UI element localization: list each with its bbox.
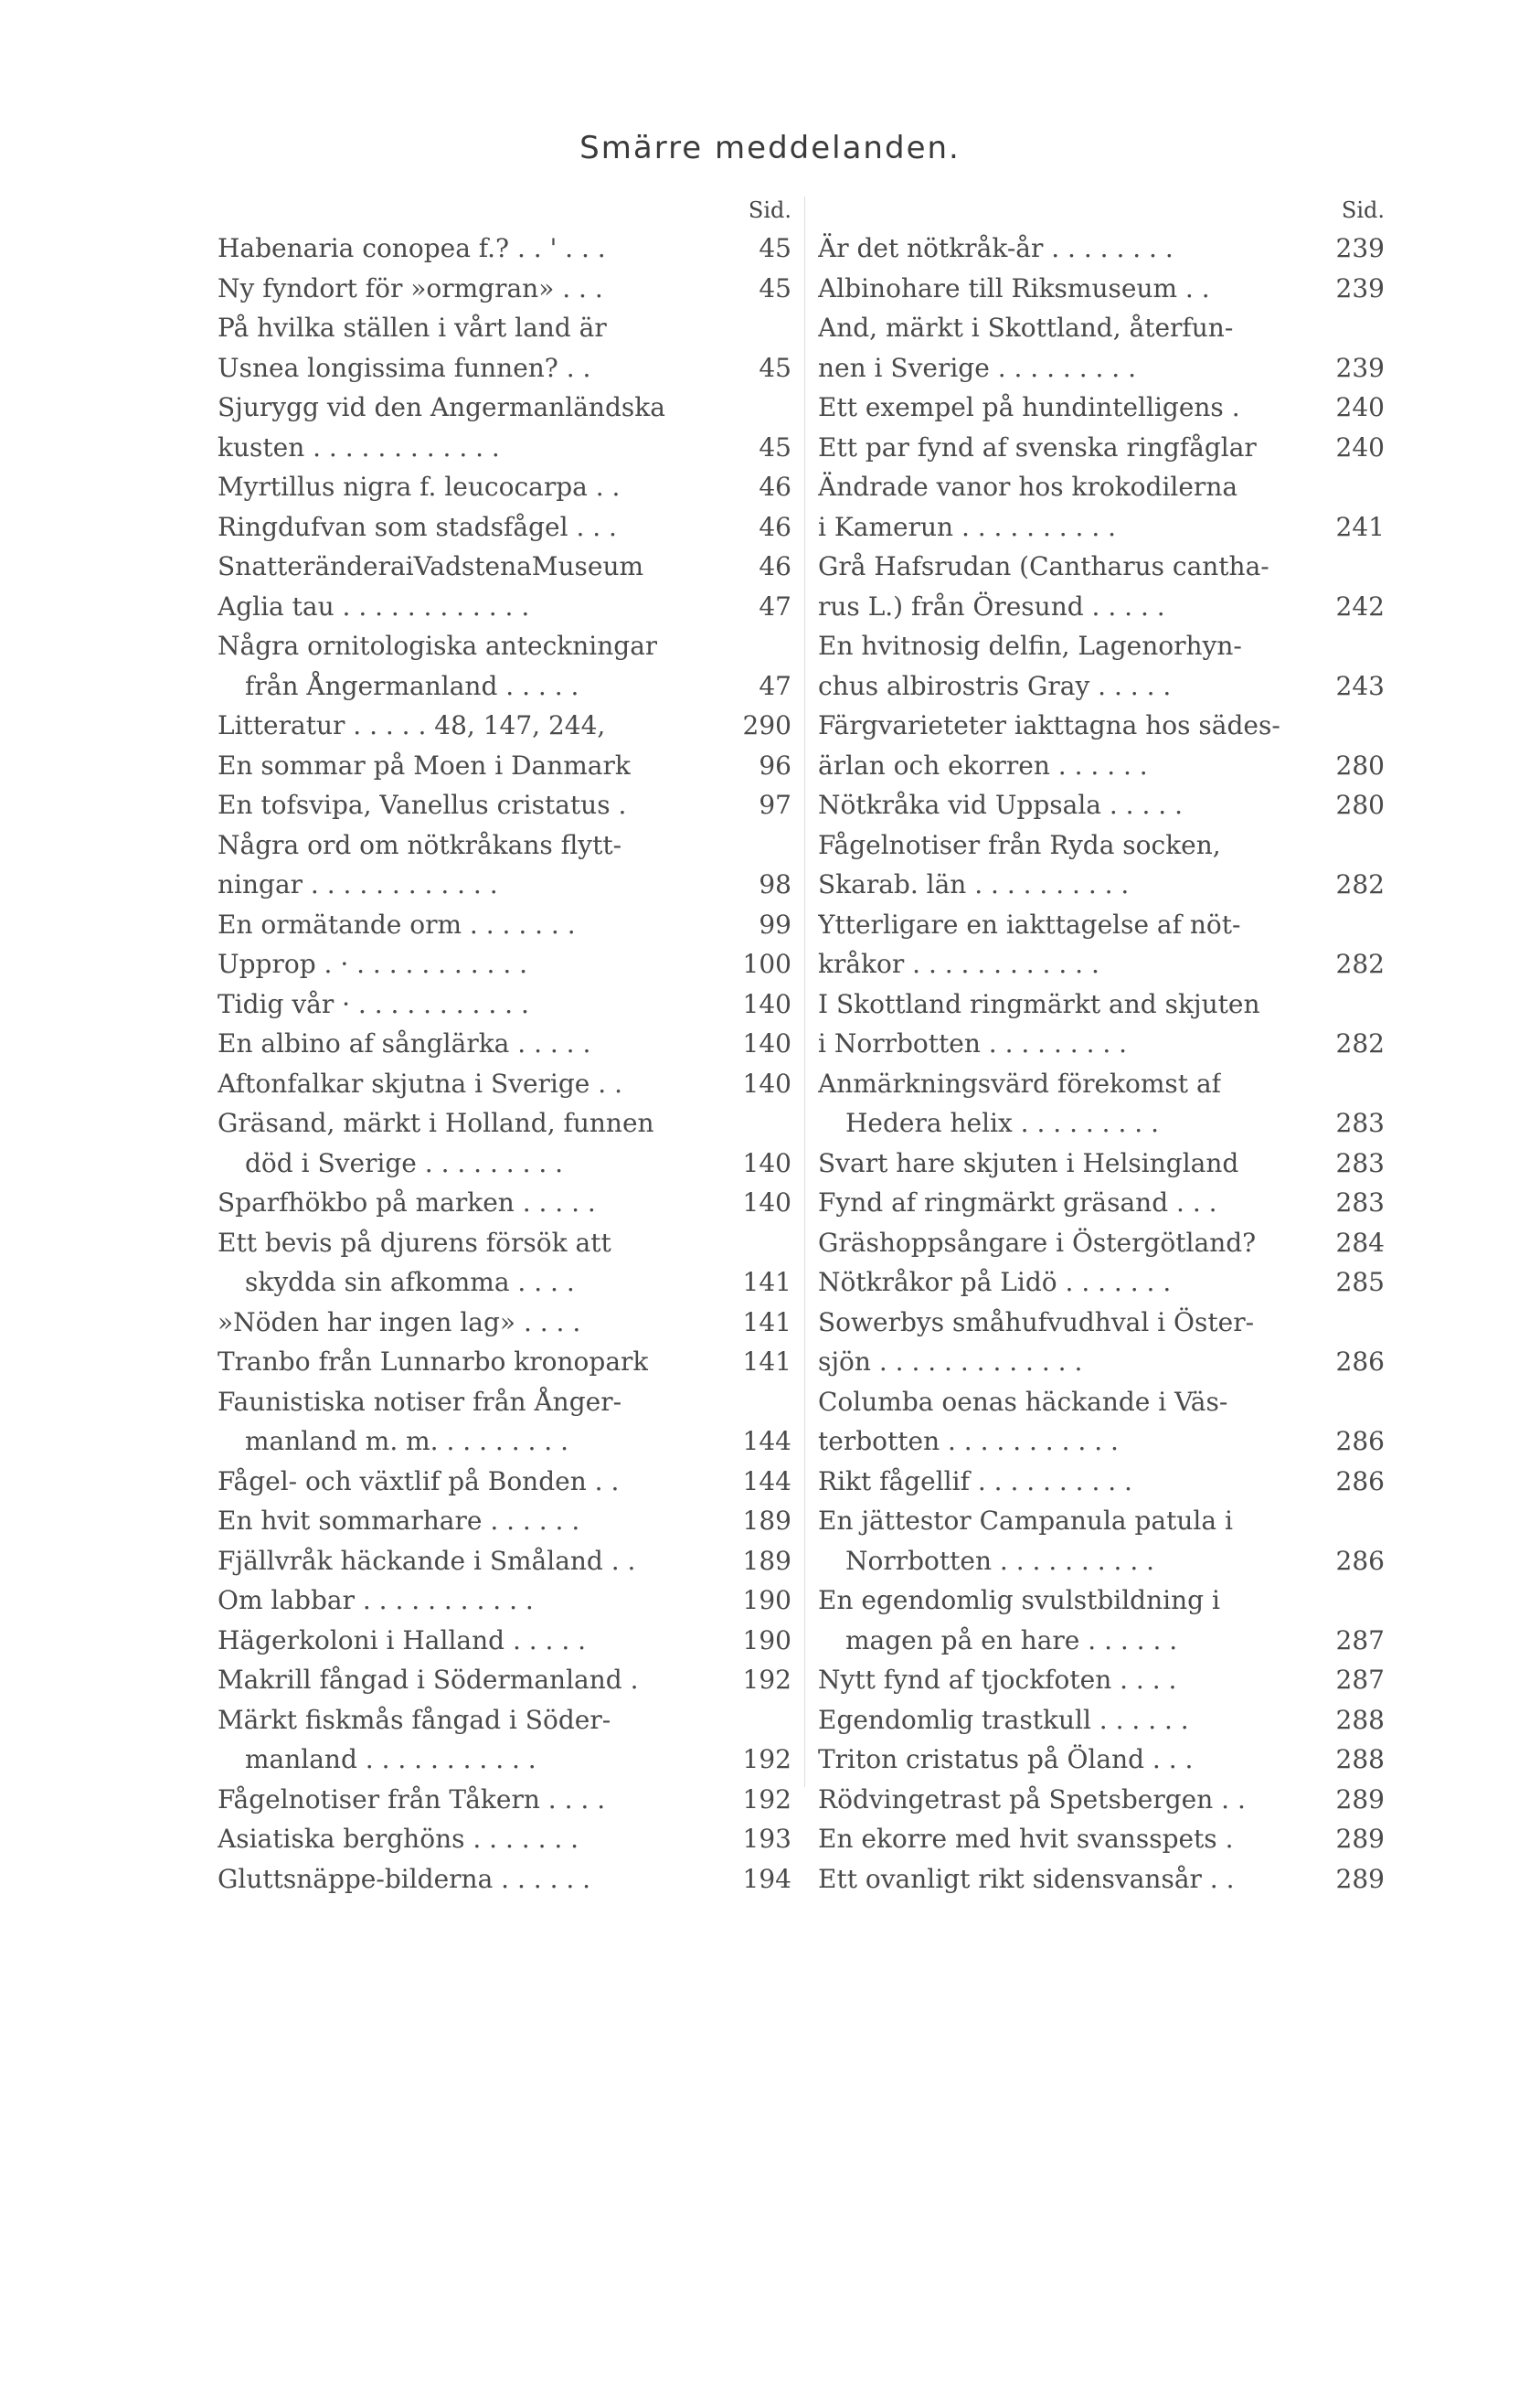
index-entry [818, 1064, 1385, 1104]
entry-title: ärlan och ekorren . . . . . . [818, 750, 1148, 781]
index-entry [218, 388, 791, 428]
entry-page-number: 243 [1335, 670, 1385, 701]
entry-page-number: 285 [1335, 1267, 1385, 1297]
entry-title: död i Sverige . . . . . . . . . [245, 1147, 564, 1178]
entry-title: En albino af sånglärka . . . . . [218, 1028, 591, 1059]
entry-title: Nötkråka vid Uppsala . . . . . [818, 790, 1183, 820]
entry-title: Märkt fiskmås fångad i Söder- [218, 1704, 611, 1735]
index-entry [218, 507, 791, 548]
index-entry [818, 507, 1385, 548]
entry-page-number [737, 626, 791, 666]
index-entry [218, 1024, 791, 1064]
index-entry [218, 984, 791, 1025]
entry-page-number: 96 [759, 750, 791, 781]
entry-title: Fågelnotiser från Tåkern . . . . [218, 1783, 606, 1815]
entry-page-number [737, 825, 791, 866]
index-entry [818, 865, 1385, 905]
entry-title: På hvilka ställen i vårt land är [218, 313, 607, 343]
index-entry [818, 348, 1385, 388]
entry-title: Gräshoppsångare i Östergötland? [818, 1227, 1257, 1258]
entry-title: Litteratur . . . . . 48, 147, 244, [218, 710, 606, 740]
entry-page-number: 283 [1335, 1187, 1385, 1218]
index-entry [218, 1660, 791, 1700]
entry-page-number: 239 [1335, 272, 1385, 303]
entry-title: manland m. m. . . . . . . . . [245, 1426, 568, 1456]
entry-page-number: 140 [742, 1147, 791, 1178]
page-number-header: Sid. [748, 197, 791, 223]
index-entry [818, 984, 1385, 1025]
entry-page-number: 286 [1335, 1465, 1385, 1496]
entry-page-number: 288 [1335, 1744, 1385, 1774]
entry-title: Makrill fångad i Södermanland . [218, 1665, 639, 1695]
index-entry [818, 1780, 1385, 1820]
index-entry [218, 825, 791, 866]
entry-page-number: 280 [1335, 790, 1385, 820]
entry-title: Faunistiska notiser från Ånger- [218, 1386, 622, 1417]
entry-page-number: 286 [1335, 1346, 1385, 1377]
entry-page-number [737, 308, 791, 348]
index-entry [818, 1144, 1385, 1184]
entry-page-number: 287 [1335, 1665, 1385, 1695]
entry-page-number: 289 [1335, 1863, 1385, 1894]
index-entry [218, 626, 791, 666]
entry-title: En ormätande orm . . . . . . . [218, 909, 576, 940]
index-entry [218, 1144, 791, 1184]
entry-title: Ett par fynd af svenska ringfåglar [818, 431, 1257, 463]
entry-page-number [1330, 825, 1385, 866]
index-entry [818, 1580, 1385, 1621]
entry-title: terbotten . . . . . . . . . . . [818, 1426, 1119, 1456]
entry-title: Fågelnotiser från Ryda socken, [818, 829, 1221, 860]
entry-title: Sowerbys småhufvudhval i Öster- [818, 1306, 1255, 1337]
index-entry [218, 348, 791, 388]
entry-title: Anmärkningsvärd förekomst af [818, 1068, 1222, 1099]
index-entry [218, 1421, 791, 1462]
entry-page-number: 280 [1335, 750, 1385, 781]
entry-page-number: 192 [742, 1665, 791, 1695]
index-entry [818, 229, 1385, 269]
entry-title: manland . . . . . . . . . . . [245, 1744, 536, 1774]
entry-page-number [737, 388, 791, 428]
entry-title: Usnea longissima funnen? . . [218, 352, 591, 383]
entry-page-number: 141 [742, 1267, 791, 1297]
entry-page-number: 97 [759, 790, 791, 820]
index-entry [218, 1183, 791, 1223]
entry-title: Asiatiska berghöns . . . . . . . [218, 1824, 579, 1854]
index-entry [218, 1223, 791, 1263]
entry-page-number: 140 [742, 988, 791, 1019]
index-entry [218, 1462, 791, 1502]
entry-title: i Norrbotten . . . . . . . . . [818, 1028, 1128, 1059]
entry-page-number: 189 [742, 1545, 791, 1576]
entry-page-number: 289 [1335, 1783, 1385, 1815]
entry-title: »Nöden har ingen lag» . . . . [218, 1306, 581, 1337]
index-entry [218, 865, 791, 905]
entry-title: Rikt fågellif . . . . . . . . . . [818, 1465, 1132, 1496]
index-entry [218, 1621, 791, 1661]
entry-title: En hvit sommarhare . . . . . . [218, 1506, 580, 1536]
entry-page-number: 141 [742, 1306, 791, 1337]
entry-title: Ett ovanligt rikt sidensvansår . . [818, 1863, 1235, 1894]
entry-title: Fågel- och växtlif på Bonden . . [218, 1465, 620, 1496]
index-entry [818, 1819, 1385, 1859]
entry-title: Ett bevis på djurens försök att [218, 1227, 611, 1258]
entry-title: En egendomlig svulstbildning i [818, 1585, 1220, 1615]
page-number-header: Sid. [1341, 197, 1385, 223]
index-entry [218, 666, 791, 707]
entry-title: sjön . . . . . . . . . . . . . [818, 1346, 1083, 1377]
entry-page-number: 45 [759, 272, 791, 303]
entry-page-number: 190 [742, 1624, 791, 1655]
entry-title: Ändrade vanor hos krokodilerna [818, 472, 1238, 502]
entry-title: Färgvarieteter iakttagna hos sädes- [818, 710, 1280, 740]
entry-page-number: 242 [1335, 591, 1385, 622]
entry-title: Nytt fynd af tjockfoten . . . . [818, 1665, 1177, 1695]
entry-title: Nötkråkor på Lidö . . . . . . . [818, 1267, 1172, 1297]
entry-page-number [1330, 308, 1385, 348]
entry-page-number: 241 [1335, 511, 1385, 542]
index-entry [818, 1541, 1385, 1581]
entry-title: Tranbo från Lunnarbo kronopark [218, 1346, 649, 1377]
index-entry [818, 1462, 1385, 1502]
index-entry [818, 1700, 1385, 1740]
entry-title: Hägerkoloni i Halland . . . . . [218, 1624, 587, 1655]
index-entry [818, 1303, 1385, 1343]
index-entry [218, 1103, 791, 1144]
entry-title: Columba oenas häckande i Väs- [818, 1386, 1228, 1417]
entry-title: nen i Sverige . . . . . . . . . [818, 352, 1137, 383]
index-entry [818, 587, 1385, 627]
entry-page-number [1330, 706, 1385, 746]
entry-title: kusten . . . . . . . . . . . . [218, 431, 500, 463]
entry-page-number: 240 [1335, 392, 1385, 422]
entry-page-number: 189 [742, 1506, 791, 1536]
entry-page-number: 282 [1335, 869, 1385, 899]
entry-title: Norrbotten . . . . . . . . . . [845, 1545, 1155, 1576]
entry-title: En sommar på Moen i Danmark [218, 750, 631, 781]
entry-page-number: 194 [742, 1863, 791, 1894]
index-entry [218, 1541, 791, 1581]
entry-page-number [1330, 1501, 1385, 1541]
entry-title: Några ornitologiska anteckningar [218, 631, 658, 661]
entry-title: Ytterligare en iakttagelse af nöt- [818, 909, 1241, 940]
entry-title: magen på en hare . . . . . . [845, 1624, 1178, 1655]
entry-title: Habenaria conopea f.? . . ' . . . [218, 233, 606, 263]
entry-title: Fjällvråk häckande i Småland . . [218, 1545, 636, 1576]
index-entry [818, 1660, 1385, 1700]
entry-title: En hvitnosig delfin, Lagenorhyn- [818, 631, 1242, 661]
entry-title: Svart hare skjuten i Helsingland [818, 1147, 1239, 1178]
entry-title: Hedera helix . . . . . . . . . [845, 1108, 1159, 1138]
entry-page-number: 45 [759, 233, 791, 263]
entry-page-number: 144 [742, 1465, 791, 1496]
entry-title: från Ångermanland . . . . . [245, 670, 579, 701]
entry-page-number [1330, 467, 1385, 507]
index-entry [818, 626, 1385, 666]
entry-page-number: 286 [1335, 1545, 1385, 1576]
index-entry [818, 1342, 1385, 1382]
entry-page-number [1330, 984, 1385, 1025]
entry-title: SnatteränderaiVadstenaMuseum [218, 551, 644, 581]
index-entry [818, 944, 1385, 984]
entry-page-number: 46 [759, 511, 791, 542]
index-entry [818, 1740, 1385, 1780]
index-entry [218, 1819, 791, 1859]
entry-title: Ny fyndort för »ormgran» . . . [218, 272, 603, 303]
entry-title: Om labbar . . . . . . . . . . . [218, 1585, 534, 1615]
entry-page-number: 289 [1335, 1824, 1385, 1854]
entry-title: Sparfhökbo på marken . . . . . [218, 1187, 596, 1218]
index-entry [818, 1024, 1385, 1064]
entry-title: Är det nötkråk-år . . . . . . . . [818, 233, 1174, 263]
entry-title: Gräsand, märkt i Holland, funnen [218, 1108, 654, 1138]
index-entry [818, 467, 1385, 507]
index-entry [818, 706, 1385, 746]
index-entry [818, 1621, 1385, 1661]
index-entry [818, 1501, 1385, 1541]
entry-page-number: 45 [759, 352, 791, 383]
entry-title: Aftonfalkar skjutna i Sverige . . [218, 1068, 622, 1099]
entry-title: rus L.) från Öresund . . . . . [818, 591, 1165, 622]
entry-page-number [737, 1382, 791, 1422]
entry-title: Triton cristatus på Öland . . . [818, 1744, 1194, 1774]
entry-page-number [1330, 1064, 1385, 1104]
index-column-right [818, 192, 1385, 1899]
entry-title: ningar . . . . . . . . . . . . [218, 869, 498, 899]
index-entry [218, 1580, 791, 1621]
entry-page-number: 284 [1335, 1227, 1385, 1258]
index-entry [818, 905, 1385, 945]
entry-title: Upprop . · . . . . . . . . . . . [218, 949, 528, 979]
index-entry [218, 706, 791, 746]
index-entry [818, 1223, 1385, 1263]
entry-title: Ett exempel på hundintelligens . [818, 392, 1240, 422]
index-entry [218, 1780, 791, 1820]
index-entry [818, 388, 1385, 428]
index-entry [218, 308, 791, 348]
index-entry [218, 905, 791, 945]
entry-title: Fynd af ringmärkt gräsand . . . [818, 1187, 1217, 1218]
entry-page-number: 47 [759, 591, 791, 622]
index-entry [818, 825, 1385, 866]
index-entry [818, 1103, 1385, 1144]
index-entry [218, 547, 791, 587]
entry-title: skydda sin afkomma . . . . [245, 1267, 575, 1297]
entry-page-number: 144 [742, 1426, 791, 1456]
index-entry [218, 1382, 791, 1422]
entry-title: Skarab. län . . . . . . . . . . [818, 869, 1130, 899]
entry-page-number: 192 [742, 1744, 791, 1774]
index-entry [218, 229, 791, 269]
index-entry [818, 1421, 1385, 1462]
page-title: Smärre meddelanden. [579, 130, 961, 166]
index-entry [218, 785, 791, 825]
index-entry [818, 785, 1385, 825]
entry-page-number: 240 [1335, 431, 1385, 463]
entry-page-number: 290 [742, 710, 791, 740]
entry-page-number: 140 [742, 1187, 791, 1218]
entry-page-number: 47 [759, 670, 791, 701]
entry-title: En tofsvipa, Vanellus cristatus . [218, 790, 627, 820]
index-entry [218, 1064, 791, 1104]
index-entry [818, 1382, 1385, 1422]
entry-title: Ringdufvan som stadsfågel . . . [218, 511, 617, 542]
index-entry [818, 1859, 1385, 1900]
index-entry [818, 547, 1385, 587]
index-entry [818, 428, 1385, 468]
index-entry [218, 587, 791, 627]
entry-page-number: 282 [1335, 949, 1385, 979]
entry-page-number: 46 [759, 551, 791, 581]
index-entry [218, 269, 791, 309]
entry-title: And, märkt i Skottland, återfun- [818, 313, 1234, 343]
index-entry [818, 666, 1385, 707]
index-entry [818, 308, 1385, 348]
entry-page-number: 192 [742, 1783, 791, 1815]
index-entry [218, 1342, 791, 1382]
index-entry [218, 1262, 791, 1303]
entry-page-number: 239 [1335, 352, 1385, 383]
entry-page-number: 288 [1335, 1704, 1385, 1735]
entry-page-number: 282 [1335, 1028, 1385, 1059]
entry-page-number: 287 [1335, 1624, 1385, 1655]
entry-page-number: 140 [742, 1068, 791, 1099]
entry-page-number: 100 [742, 949, 791, 979]
entry-title: I Skottland ringmärkt and skjuten [818, 988, 1260, 1019]
index-entry [818, 746, 1385, 786]
entry-title: i Kamerun . . . . . . . . . . [818, 511, 1117, 542]
entry-page-number [1330, 626, 1385, 666]
index-column-left [218, 192, 791, 1899]
entry-title: En jättestor Campanula patula i [818, 1506, 1233, 1536]
entry-title: Gluttsnäppe-bilderna . . . . . . [218, 1863, 591, 1894]
entry-page-number: 190 [742, 1585, 791, 1615]
entry-title: Tidig vår · . . . . . . . . . . . [218, 988, 529, 1019]
index-entry [818, 1262, 1385, 1303]
entry-title: Rödvingetrast på Spetsbergen . . [818, 1783, 1246, 1815]
entry-page-number: 99 [759, 909, 791, 940]
index-entry [218, 1859, 791, 1900]
entry-page-number: 141 [742, 1346, 791, 1377]
index-entry [218, 1501, 791, 1541]
entry-page-number [1330, 905, 1385, 945]
entry-page-number: 283 [1335, 1108, 1385, 1138]
entry-page-number [1330, 1580, 1385, 1621]
entry-page-number: 283 [1335, 1147, 1385, 1178]
index-entry [218, 1740, 791, 1780]
index-entry [818, 1183, 1385, 1223]
index-entry [218, 428, 791, 468]
entry-page-number [737, 1223, 791, 1263]
entry-page-number [737, 1103, 791, 1144]
entry-page-number: 46 [759, 472, 791, 502]
column-divider [804, 197, 805, 1787]
entry-title: Grå Hafsrudan (Cantharus cantha- [818, 551, 1269, 581]
entry-page-number: 45 [759, 431, 791, 463]
entry-page-number [1330, 1382, 1385, 1422]
entry-page-number [1330, 547, 1385, 587]
entry-title: Albinohare till Riksmuseum . . [818, 272, 1210, 303]
entry-title: Sjurygg vid den Angermanländska [218, 392, 665, 422]
index-entry [218, 944, 791, 984]
entry-title: Myrtillus nigra f. leucocarpa . . [218, 472, 621, 502]
entry-page-number: 98 [759, 869, 791, 899]
entry-page-number: 140 [742, 1028, 791, 1059]
index-entry [218, 1303, 791, 1343]
index-entry [818, 269, 1385, 309]
index-entry [218, 467, 791, 507]
entry-page-number [1330, 1303, 1385, 1343]
entry-title: Några ord om nötkråkans flytt- [218, 829, 622, 860]
index-entry [218, 746, 791, 786]
index-entry [218, 1700, 791, 1740]
entry-page-number: 286 [1335, 1426, 1385, 1456]
entry-page-number [737, 1700, 791, 1740]
entry-title: chus albirostris Gray . . . . . [818, 670, 1172, 701]
entry-title: kråkor . . . . . . . . . . . . [818, 949, 1099, 979]
entry-title: En ekorre med hvit svansspets . [818, 1824, 1234, 1854]
entry-page-number: 193 [742, 1824, 791, 1854]
entry-page-number: 239 [1335, 233, 1385, 263]
entry-title: Egendomlig trastkull . . . . . . [818, 1704, 1189, 1735]
entry-title: Aglia tau . . . . . . . . . . . . [218, 591, 530, 622]
